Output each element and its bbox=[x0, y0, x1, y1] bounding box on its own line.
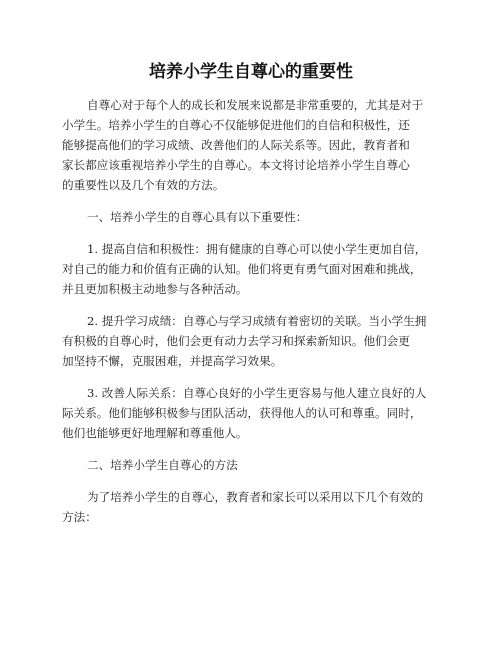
intro-line-1: 自尊心对于每个人的成长和发展来说都是非常重要的，尤其是对于 bbox=[87, 98, 424, 112]
section-1-heading: 一、培养小学生的自尊心具有以下重要性： bbox=[87, 210, 308, 224]
section-2-intro-line-2: 方法： bbox=[62, 510, 97, 524]
section-2-intro-line-1: 为了培养小学生的自尊心，教育者和家长可以采用以下几个有效的 bbox=[87, 490, 424, 504]
section-2-heading: 二、培养小学生自尊心的方法 bbox=[87, 458, 238, 472]
point-1-line-2: 对自己的能力和价值有正确的认知。他们将更有勇气面对困难和挑战， bbox=[62, 262, 422, 276]
point-2-line-3: 加坚持不懈，克服困难，并提高学习效果。 bbox=[62, 354, 283, 368]
point-3-line-2: 际关系。他们能够积极参与团队活动，获得他人的认可和尊重。同时， bbox=[62, 406, 422, 420]
point-1-line-3: 并且更加积极主动地参与各种活动。 bbox=[62, 282, 248, 296]
point-1-line-1: 1. 提高自信和积极性：拥有健康的自尊心可以使小学生更加自信， bbox=[87, 242, 427, 256]
point-2-line-2: 有积极的自尊心时，他们会更有动力去学习和探索新知识。他们会更 bbox=[62, 334, 410, 348]
document-title: 培养小学生自尊心的重要性 bbox=[149, 62, 353, 82]
intro-line-2: 小学生。培养小学生的自尊心不仅能够促进他们的自信和积极性，还 bbox=[62, 118, 410, 132]
intro-line-3: 能够提高他们的学习成绩、改善他们的人际关系等。因此，教育者和 bbox=[62, 138, 410, 152]
intro-line-5: 的重要性以及几个有效的方法。 bbox=[62, 178, 225, 192]
intro-line-4: 家长都应该重视培养小学生的自尊心。本文将讨论培养小学生自尊心 bbox=[62, 158, 410, 172]
point-3-line-1: 3. 改善人际关系：自尊心良好的小学生更容易与他人建立良好的人 bbox=[87, 386, 427, 400]
point-2-line-1: 2. 提升学习成绩：自尊心与学习成绩有着密切的关联。当小学生拥 bbox=[87, 314, 427, 328]
point-3-line-3: 他们也能够更好地理解和尊重他人。 bbox=[62, 426, 248, 440]
